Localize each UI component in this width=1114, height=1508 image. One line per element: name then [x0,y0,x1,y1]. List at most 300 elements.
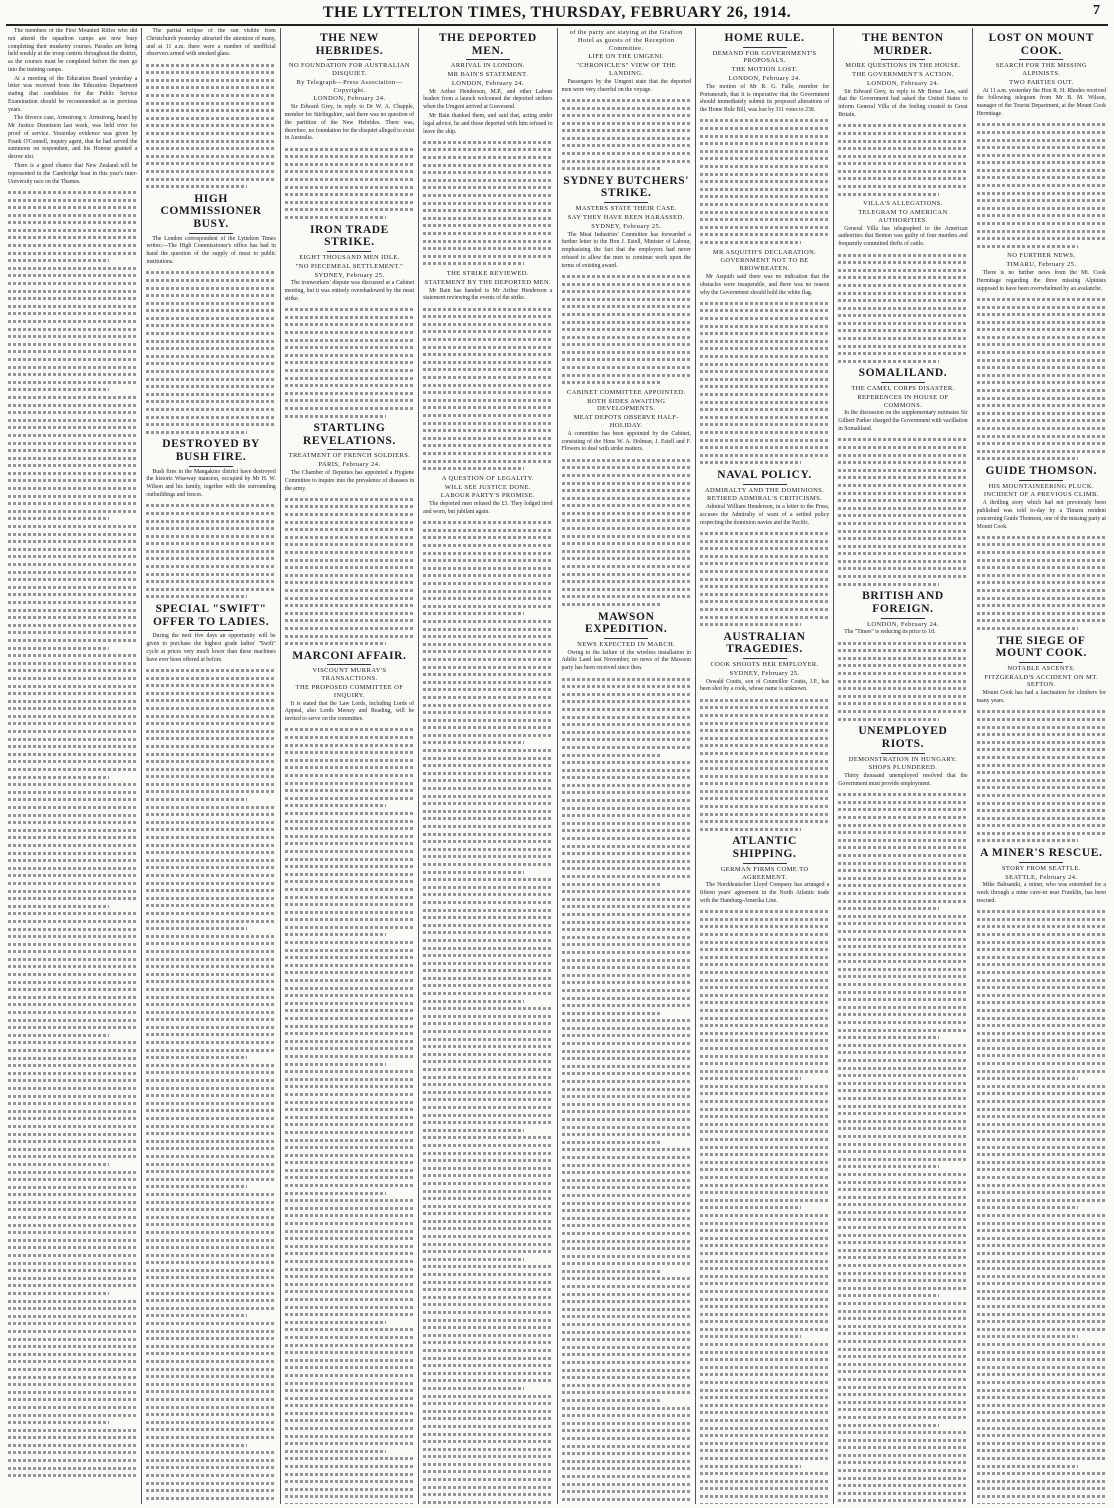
print-line [562,769,691,772]
print-line [423,255,552,258]
print-line [562,580,691,583]
print-line [146,973,275,976]
print-line [146,132,275,135]
article-subheading: LONDON, February 24. [866,79,939,87]
print-line [146,416,275,419]
print-line [977,404,1106,407]
print-line [8,229,137,232]
print-line [838,1386,967,1389]
print-line [285,1139,414,1142]
print-line [423,1182,552,1185]
print-line [146,1459,275,1462]
headline-rule [189,630,233,631]
print-line [838,1158,967,1161]
print-line [146,1011,275,1014]
print-line [838,1059,967,1062]
print-line [8,1133,137,1136]
print-line [838,975,967,978]
print-line [700,1351,829,1354]
headline-rule [327,251,371,252]
print-line [562,328,691,331]
print-line [285,1093,414,1096]
print-line [700,119,829,122]
print-line [977,146,1106,149]
print-line [700,828,801,831]
print-line [977,1191,1106,1194]
print-line [423,1296,552,1299]
print-line [977,543,1106,546]
print-line [423,696,552,699]
print-line [700,439,829,442]
print-line [285,369,414,372]
print-line [423,901,552,904]
print-line [838,1211,967,1214]
print-line [146,882,275,885]
print-line [423,764,552,767]
print-line [423,1243,552,1246]
headline-rule [1019,480,1063,481]
print-line [8,388,109,391]
print-line [285,949,414,952]
print-line [977,1138,1106,1141]
print-line [838,1074,967,1077]
print-line [700,461,801,464]
column-4 [419,28,557,1504]
print-line [700,699,829,702]
print-line [8,517,109,520]
print-line [562,1445,691,1448]
print-line [285,774,414,777]
print-line [562,754,663,757]
print-line [423,1349,552,1352]
print-line [146,935,275,938]
print-line [8,609,137,612]
print-line [562,1399,663,1402]
print-line [423,171,552,174]
print-line [146,1102,275,1105]
print-line [977,1100,1106,1103]
print-line [562,791,691,794]
print-line [8,267,137,270]
print-line [838,583,939,586]
print-line [8,700,137,703]
print-line [562,550,691,553]
print-line [423,567,552,570]
article [146,193,275,434]
print-line [562,1110,691,1113]
print-line [423,353,552,356]
print-line [562,1460,691,1463]
print-line [838,1188,967,1191]
print-line [8,578,137,581]
print-line [146,775,275,778]
print-line [700,1077,801,1080]
print-line [977,779,1106,782]
print-line [700,744,829,747]
print-line [838,1006,967,1009]
print-line [8,1163,109,1166]
print-line [977,963,1106,966]
print-line [838,560,967,563]
article-subheading: CABINET COMMITTEE APPOINTED. [566,388,686,396]
print-line [700,562,829,565]
print-line [838,922,967,925]
print-line [977,1320,1106,1323]
article-subheading: LONDON, February 24. [451,79,524,87]
print-line [700,1389,829,1392]
print-line [146,294,275,297]
print-line [146,1246,275,1249]
article-subheading: SYDNEY, February 25. [729,669,800,677]
print-line [423,376,552,379]
print-line [562,167,663,170]
print-line [285,216,386,219]
print-line [838,1416,967,1419]
print-line [562,1255,691,1258]
print-line [146,715,275,718]
print-line [285,1184,414,1187]
print-line [700,585,829,588]
print-line [700,188,829,191]
print-line [8,1019,137,1022]
headline-rule [604,202,648,203]
print-line [700,423,829,426]
print-line [8,571,137,574]
print-line [8,722,137,725]
print-line [977,222,1106,225]
print-line [562,708,691,711]
print-line [423,452,552,455]
print-line [146,1436,275,1439]
print-line [977,1054,1106,1057]
print-line [562,1240,691,1243]
print-line [285,1237,414,1240]
print-line [562,913,691,916]
print-line [8,776,109,779]
article [838,725,967,910]
headline-rule [189,233,233,234]
print-line [8,1140,137,1143]
print-line [838,695,967,698]
print-line [700,623,801,626]
print-line [285,812,414,815]
print-line [562,829,691,832]
article-subheading: THE MOTION LOST. [731,66,798,74]
print-line [977,1411,1106,1414]
print-line [423,779,552,782]
print-line [562,107,691,110]
print-line [285,589,414,592]
print-line [146,1170,275,1173]
print-line [8,411,137,414]
article [146,603,275,801]
print-line [562,883,663,886]
print-line [977,1260,1106,1263]
print-line [423,878,552,881]
print-line [700,1449,829,1452]
print-line [146,324,275,327]
print-line [700,532,829,535]
print-line [838,710,967,713]
print-line [285,903,414,906]
print-line [700,1335,801,1338]
print-line [423,1334,552,1337]
print-line [838,1089,967,1092]
print-line [8,738,137,741]
print-line [977,1077,1078,1080]
print-line [8,335,137,338]
print-line [977,1108,1106,1111]
print-line [838,360,939,363]
print-line [977,941,1106,944]
print-line [146,1178,275,1181]
print-line [8,890,137,893]
print-line [977,1343,1106,1346]
print-line [285,1230,414,1233]
print-line [700,540,829,543]
print-line [8,274,137,277]
print-line [977,1457,1106,1460]
print-line [700,401,829,404]
print-line [8,1451,137,1454]
article-subheading: LONDON, February 24. [728,75,801,83]
print-line [146,1276,275,1279]
print-line [977,597,1106,600]
print-line [8,1246,137,1249]
print-line [562,466,691,469]
print-line [423,429,552,432]
print-line [562,519,691,522]
print-line [146,707,275,710]
print-line [285,744,414,747]
print-line [423,574,552,577]
print-line [977,457,1078,460]
print-line [146,1239,275,1242]
print-line [562,1050,691,1053]
print-line [838,269,967,272]
print-line [977,1313,1106,1316]
print-line [977,1244,1106,1247]
print-line [8,783,137,786]
print-line [146,1284,275,1287]
print-line [8,806,137,809]
print-line [146,1352,275,1355]
print-line [700,142,829,145]
article-paragraph: At 11 a.m. yesterday the Hon R. H. Rhodes received the following telegram from Mr B. M. Wilson, manager of the Tourist Department, at the Mount Cook Hermitage. [976,87,1106,117]
headline-rule [743,484,787,485]
print-line [8,1368,137,1371]
print-line [285,858,414,861]
print-line [562,114,691,117]
article-subheading: NO FOUNDATION FOR AUSTRALIAN DISQUIET. [288,62,411,78]
print-line [838,507,967,510]
print-line [285,865,414,868]
print-line [838,522,967,525]
print-line [8,236,137,239]
print-line [423,202,552,205]
print-line [146,355,275,358]
article [146,28,275,188]
print-line [146,813,275,816]
article-subheading: COOK SHOOTS HER EMPLOYER. [710,661,819,669]
print-line [562,573,691,576]
print-line [838,1127,967,1130]
print-line [146,527,275,530]
print-line [285,331,414,334]
print-line [700,1191,829,1194]
print-line [700,1320,829,1323]
print-line [562,1126,691,1129]
print-line [146,904,275,907]
print-line [977,1404,1106,1407]
masthead [6,2,1108,26]
print-line [8,905,109,908]
print-line [977,1305,1106,1308]
print-line [8,1360,137,1363]
print-line [146,1292,275,1295]
print-line [423,848,552,851]
print-line [423,1000,524,1003]
article-subheading: SYDNEY, February 25. [314,271,385,279]
print-line [562,746,691,749]
print-line [562,321,691,324]
print-line [700,385,829,388]
print-line [285,339,414,342]
print-line [700,555,829,558]
print-line [562,1331,691,1334]
print-line [8,1026,137,1029]
print-line [700,918,829,921]
print-line [8,715,137,718]
print-line [700,393,829,396]
print-line [838,1067,967,1070]
print-line [8,1079,137,1082]
print-line [423,1425,552,1428]
article-subheading: MEAT DEPOTS OBSERVE HALF-HOLIDAY. [573,414,679,430]
article-subheading: WILL SEE JUSTICE DONE. [444,483,531,491]
print-line [562,283,691,286]
print-line [8,745,137,748]
article-subheading: STATEMENT BY THE DEPORTED MEN. [424,278,552,286]
print-line [146,677,275,680]
print-line [700,1146,829,1149]
print-line [977,1176,1106,1179]
article-headline: SOMALILAND. [858,367,948,380]
print-line [700,714,829,717]
print-line [838,862,967,865]
print-line [146,1079,275,1082]
article-subheading: THE PROPOSED COMMITTEE OF INQUIRY. [295,683,404,699]
print-line [8,297,137,300]
print-line [423,711,552,714]
print-line [562,160,691,163]
article [838,367,967,585]
print-line [700,1214,829,1217]
print-line [8,1208,137,1211]
article-headline: SYDNEY BUTCHERS' STRIKE. [563,174,690,200]
print-line [146,806,275,809]
print-line [700,790,829,793]
print-line [146,1390,275,1393]
print-line [838,1044,967,1047]
print-line [285,1176,414,1179]
print-line [8,1095,137,1098]
print-line [977,397,1106,400]
column-container [4,28,1110,1504]
print-line [700,1123,829,1126]
print-line [285,612,414,615]
print-line [700,1396,829,1399]
print-line [838,702,967,705]
print-line [423,1159,552,1162]
print-line [8,996,137,999]
print-line [285,163,414,166]
print-line [146,573,275,576]
print-line [423,209,552,212]
print-line [8,1201,137,1204]
print-line [700,1055,829,1058]
print-line [700,173,829,176]
print-line [423,650,552,653]
print-line [838,877,967,880]
print-line [562,504,691,507]
print-line [285,1397,414,1400]
print-line [562,1202,691,1205]
print-line [700,910,829,913]
article-subheading: SAY THEY HAVE BEEN HARASSED. [567,213,685,221]
print-line [8,350,137,353]
column-3 [281,28,419,1504]
print-line [700,1419,829,1422]
print-line [700,1115,829,1118]
print-line [700,729,829,732]
print-line [146,1125,275,1128]
print-line [700,948,829,951]
print-line [8,662,137,665]
print-line [977,1001,1106,1004]
print-line [8,586,137,589]
print-line [8,760,137,763]
print-line [700,127,829,130]
print-line [977,245,1078,248]
article-subheading: "NO PIECEMEAL SETTLEMENT." [295,262,404,270]
print-line [8,312,137,315]
print-line [8,191,137,194]
print-line [977,786,1106,789]
print-line [423,1152,552,1155]
print-line [562,366,691,369]
print-line [423,1076,552,1079]
article-paragraph: Owing to the failure of the wireless installation in Adelie Land last November, no news of the Mawson party has been received since then. [561,649,691,672]
article-paragraph: General Villa has telegraphed to the American authorities that Benton was guilty of four murders and frequently committed thefts of cattle. [838,225,968,248]
print-line [977,1062,1106,1065]
article-headline: ATLANTIC SHIPPING. [732,835,797,861]
article-paragraph: Admiral William Henderson, in a letter to the Press, accuses the Admiralty of want of a settled policy respecting the dominion navies and the Pacific. [699,504,830,526]
print-line [700,1495,829,1498]
print-line [8,768,137,771]
print-line [700,1062,829,1065]
print-line [285,835,414,838]
print-line [285,392,414,395]
print-line [977,1290,1106,1293]
print-line [977,933,1106,936]
article-subheading: SEARCH FOR THE MISSING ALPINISTS. [995,62,1087,78]
masthead-title: THE LYTTELTON TIMES, THURSDAY, FEBRUARY 26, 1914. [322,4,792,21]
print-line [8,730,137,733]
print-line [285,346,414,349]
print-line [423,232,552,235]
print-line [423,361,552,364]
